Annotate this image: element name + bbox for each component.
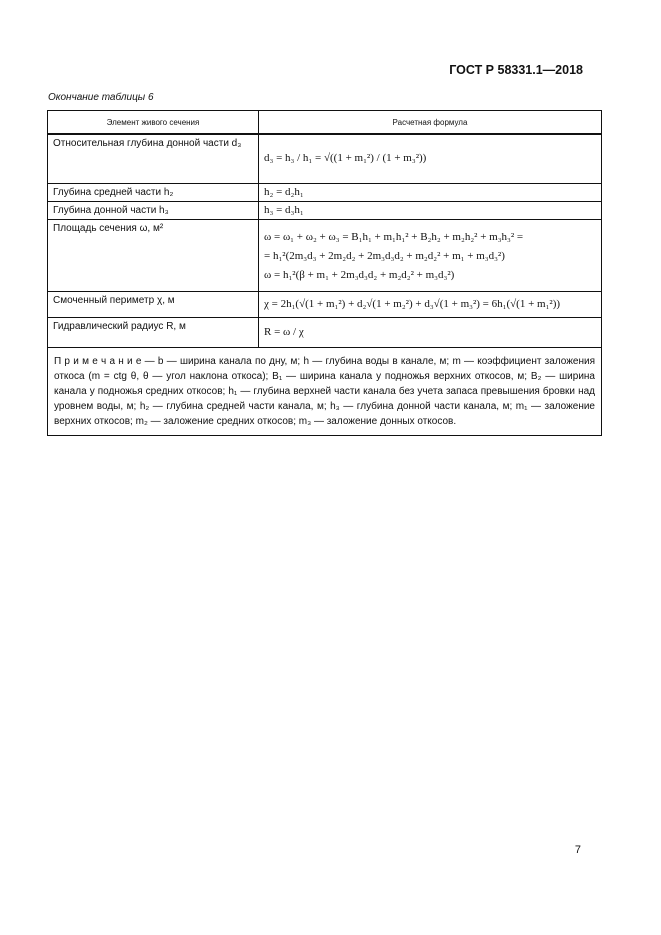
table-note: П р и м е ч а н и е — b — ширина канала по дну, м; h — глубина воды в канале, м; m — коэффициент заложения откоса (m = ctg θ, θ — угол наклона откоса); B₁ — ширина канала у подножья верхних откосов, м; B₂ — ширина канала у подножья средних откосов; h₁ — глубина верхней части канала без учета запаса превышения бровки над уровнем воды, м; h₂ — глубина средней части канала, м; h₃ — глубина донной части канала, м; m₁ — заложение верхних откосов; m₂ — заложение средних откосов; m₃ — заложение донных откосов. <box>48 347 602 435</box>
formula-line: ω = h₁²(β + m₁ + 2m₃d₃d₂ + m₂d₂² + m₃d₃²) <box>264 268 455 281</box>
page-number: 7 <box>574 844 581 856</box>
table-caption: Окончание таблицы 6 <box>48 92 154 103</box>
element-cell: Относительная глубина донной части d₃ <box>48 134 259 183</box>
formula-cell: h₃ = d₃h₁ <box>259 201 602 219</box>
formula-line: = h₁²(2m₃d₃ + 2m₂d₂ + 2m₃d₃d₂ + m₂d₂² + m₁ + m₃d₃²) <box>264 249 505 262</box>
table-row <box>48 317 602 347</box>
element-cell: Гидравлический радиус R, м <box>48 317 259 347</box>
table-row <box>48 201 602 219</box>
table-row <box>48 291 602 317</box>
formula-cell: χ = 2h₁(√(1 + m₁²) + d₂√(1 + m₂²) + d₃√(1 + m₃²) = 6h₁(√(1 + m₁²)) <box>259 291 602 317</box>
table-row <box>48 134 602 183</box>
table-row <box>48 183 602 201</box>
table-header-row <box>48 111 602 135</box>
formula-cell: h₂ = d₂h₁ <box>259 183 602 201</box>
note-row <box>48 347 602 435</box>
element-cell: Глубина донной части h₃ <box>48 201 259 219</box>
formula-cell: d₃ = h₃ / h₁ = √((1 + m₁²) / (1 + m₃²)) <box>259 134 602 183</box>
element-cell: Площадь сечения ω, м² <box>48 219 259 291</box>
formula-cell <box>259 219 602 291</box>
formula-cell: R = ω / χ <box>259 317 602 347</box>
table-row <box>48 219 602 291</box>
element-cell: Смоченный периметр χ, м <box>48 291 259 317</box>
column-header-formula: Расчетная формула <box>259 111 602 135</box>
formula-table <box>47 110 602 436</box>
standard-number: ГОСТ Р 58331.1—2018 <box>449 63 583 77</box>
element-cell: Глубина средней части h₂ <box>48 183 259 201</box>
formula-line: ω = ω₁ + ω₂ + ω₃ = B₁h₁ + m₁h₁² + B₂h₂ + m₂h₂² + m₃h₃² = <box>264 230 524 243</box>
column-header-element: Элемент живого сечения <box>48 111 259 135</box>
